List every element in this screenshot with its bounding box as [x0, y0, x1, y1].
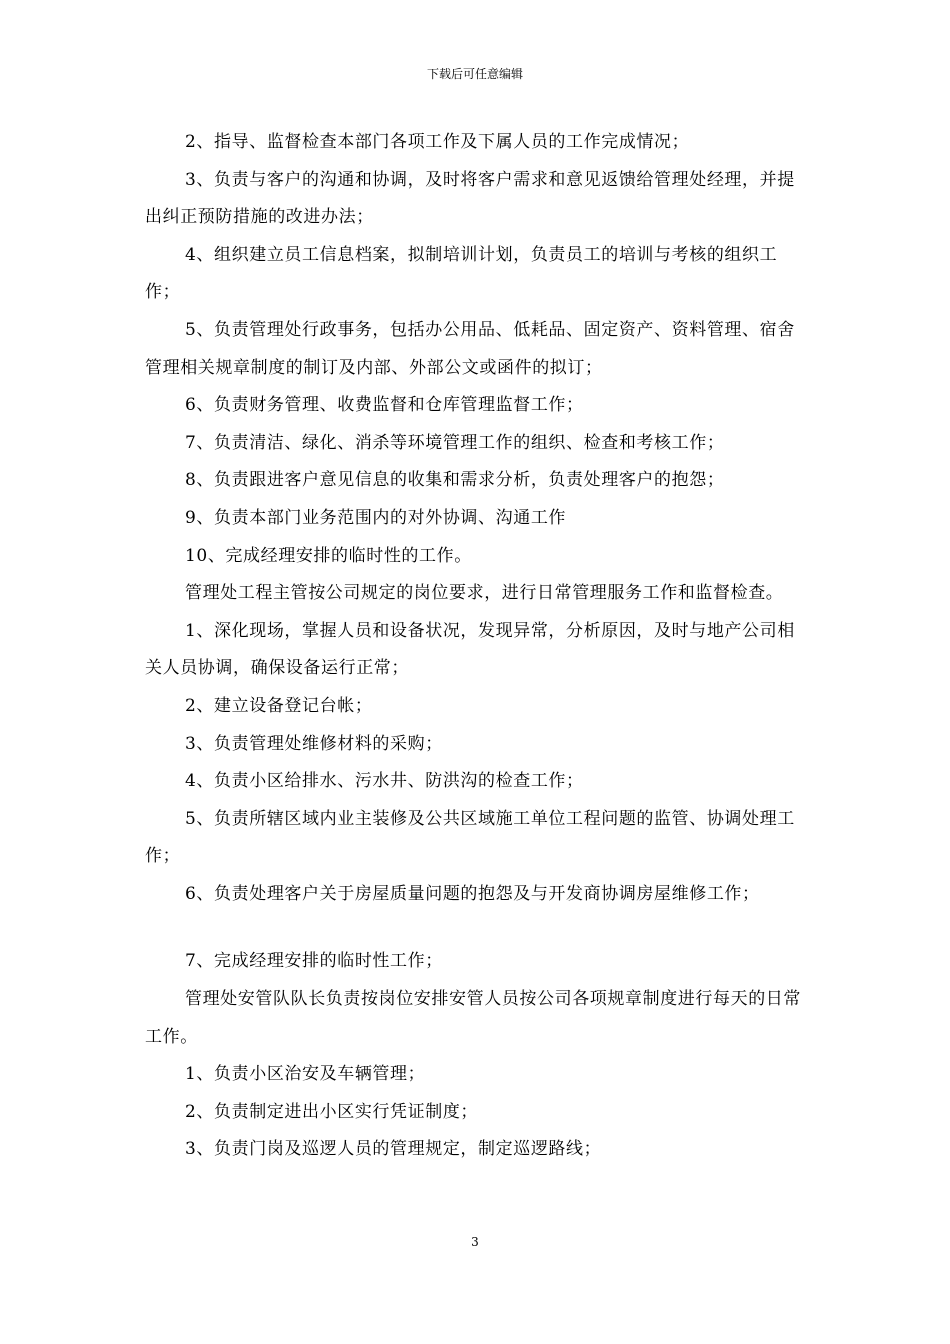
paragraph: 2、指导、监督检查本部门各项工作及下属人员的工作完成情况；	[185, 132, 690, 152]
paragraph: 1、深化现场，掌握人员和设备状况，发现异常，分析原因，及时与地产公司相关人员协调，确保设备运行正常；	[145, 620, 795, 679]
paragraph: 3、负责管理处维修材料的采购；	[185, 733, 443, 754]
paragraph: 7、负责清洁、绿化、消杀等环境管理工作的组织、检查和考核工作；	[185, 432, 725, 453]
document-body	[145, 124, 810, 1169]
paragraph: 8、负责跟进客户意见信息的收集和需求分析，负责处理客户的抱怨；	[185, 470, 725, 491]
paragraph: 管理处工程主管按公司规定的岗位要求，进行日常管理服务工作和监督检查。	[185, 583, 784, 604]
paragraph: 2、负责制定进出小区实行凭证制度；	[185, 1101, 479, 1122]
page-header-note: 下载后可任意编辑	[426, 67, 523, 81]
paragraph: 3、负责门岗及巡逻人员的管理规定，制定巡逻路线；	[185, 1139, 602, 1160]
paragraph: 10、完成经理安排的临时性的工作。	[185, 545, 472, 566]
page-number: 3	[471, 1235, 479, 1249]
paragraph: 2、建立设备登记台帐；	[185, 695, 373, 716]
paragraph: 6、负责处理客户关于房屋质量问题的抱怨及与开发商协调房屋维修工作；	[185, 883, 760, 904]
paragraph: 1、负责小区治安及车辆管理；	[185, 1064, 426, 1085]
paragraph: 6、负责财务管理、收费监督和仓库管理监督工作；	[185, 395, 584, 416]
paragraph: 4、组织建立员工信息档案，拟制培训计划，负责员工的培训与考核的组织工作；	[145, 244, 778, 303]
paragraph: 管理处安管队队长负责按岗位安排安管人员按公司各项规章制度进行每天的日常工作。	[145, 989, 801, 1047]
paragraph: 5、负责所辖区域内业主装修及公共区域施工单位工程问题的监管、协调处理工作；	[145, 808, 795, 867]
paragraph: 3、负责与客户的沟通和协调，及时将客户需求和意见返馈给管理处经理，并提出纠正预防措施的改进办法；	[145, 169, 795, 228]
paragraph: 7、完成经理安排的临时性工作；	[185, 951, 443, 972]
paragraph: 4、负责小区给排水、污水井、防洪沟的检查工作；	[185, 771, 584, 792]
paragraph: 5、负责管理处行政事务，包括办公用品、低耗品、固定资产、资料管理、宿舍管理相关规章制度的制订及内部、外部公文或函件的拟订；	[145, 319, 795, 378]
paragraph: 9、负责本部门业务范围内的对外协调、沟通工作	[185, 507, 567, 528]
